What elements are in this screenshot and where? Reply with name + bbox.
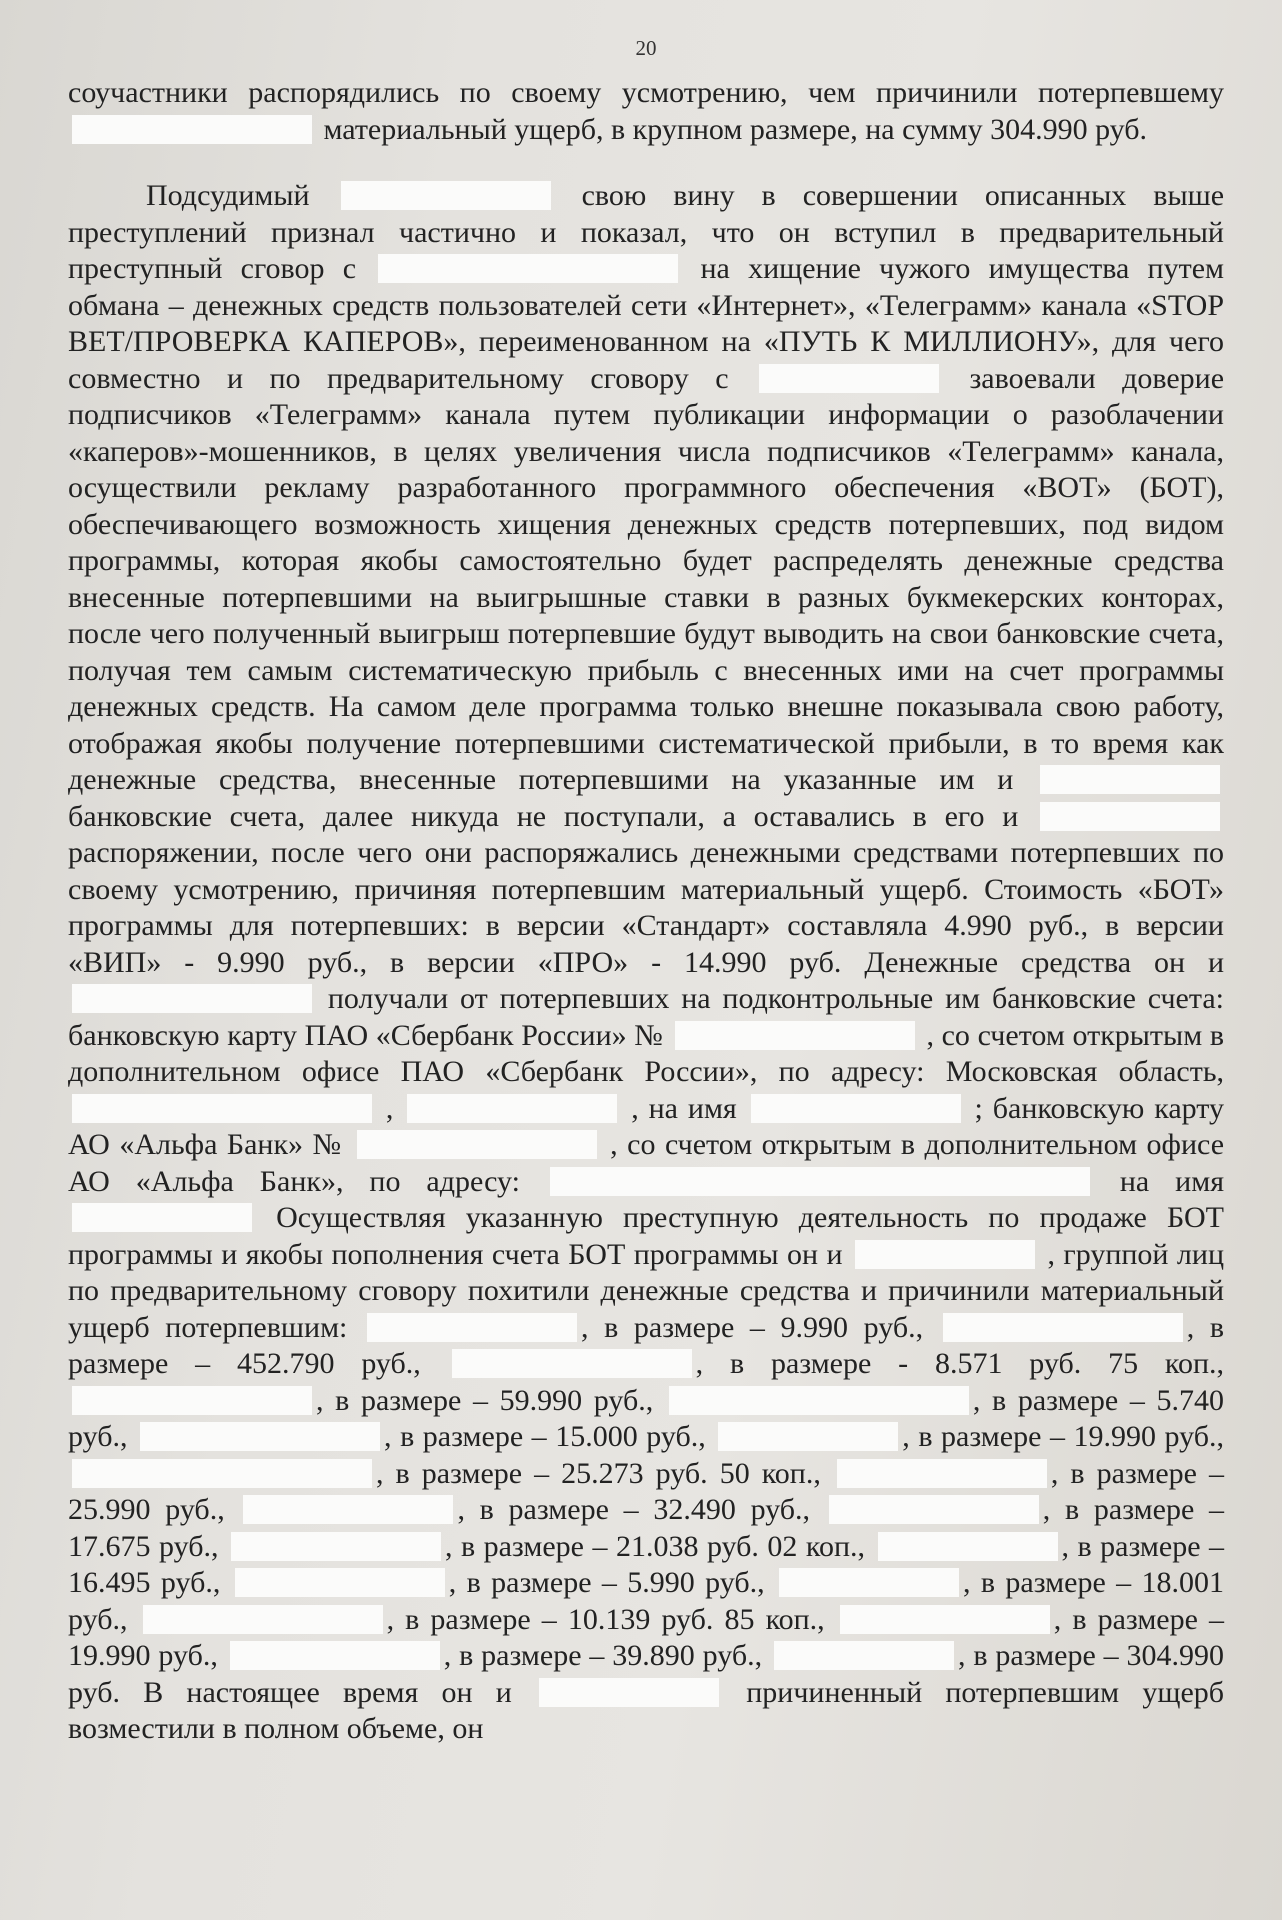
- redaction: [341, 181, 551, 210]
- damage-entry: , в размере – 19.990 руб.,: [902, 1420, 1225, 1453]
- damage-entry: , в размере – 452.790 руб.,: [68, 1310, 1225, 1380]
- text-segment: ,: [385, 1091, 394, 1125]
- redaction: [550, 1167, 1090, 1196]
- redaction: [751, 1094, 961, 1123]
- damage-entry: , в размере – 19.990 руб.,: [68, 1602, 1225, 1672]
- damage-entry: , в размере - 8.571 руб. 75 коп.,: [695, 1347, 1224, 1380]
- redaction: [407, 1094, 617, 1123]
- paragraph-1-text-a: соучастники распорядились по своему усмотрению, чем причинили потерпевшему: [68, 76, 1224, 109]
- damage-entry: , в размере – 304.990 руб.: [68, 1639, 1225, 1709]
- redaction: [837, 1459, 1047, 1488]
- redaction: [840, 1605, 1050, 1634]
- text-segment: распоряжении, после чего они распоряжались денежными средствами потерпевших по своему усмотрению, причиняя потерпевшим материальный ущерб. Стоимость «БОТ» программы для потерпевших: в версии «Стандарт» составляла 4.990 руб., в версии «ВИП» - 9.990 руб., в версии «ПРО» - 14.990 руб. Денежные средства он и: [68, 836, 1224, 979]
- damage-entry: , в размере – 9.990 руб.,: [581, 1310, 924, 1344]
- redaction: [878, 1532, 1058, 1561]
- redaction: [452, 1349, 692, 1378]
- text-segment: , группой лиц по предварительному сговору похитили денежные средства и причинили материальный ущерб потерпевшим:: [68, 1237, 1225, 1344]
- text-segment: Осуществляя указанную преступную деятельность по продаже БОТ программы и якобы пополнения счета БОТ программы он и: [68, 1201, 1225, 1271]
- redaction: [855, 1240, 1035, 1269]
- redaction: [774, 1641, 954, 1670]
- redaction: [669, 1386, 969, 1415]
- damage-entry: , в размере – 32.490 руб.,: [457, 1493, 811, 1526]
- text-segment: , со счетом открытым в дополнительном офисе ПАО «Сбербанк России», по адресу: Московская область,: [68, 1018, 1225, 1088]
- damage-entry: , в размере – 5.990 руб.,: [448, 1566, 765, 1599]
- damage-entry: , в размере – 15.000 руб.,: [384, 1420, 706, 1453]
- paragraph-2: [68, 178, 1224, 1748]
- redaction: [72, 1459, 372, 1488]
- damage-entry: , в размере – 21.038 руб. 02 коп.,: [444, 1529, 866, 1563]
- paragraph-1-text-b: материальный ущерб, в крупном размере, на сумму 304.990 руб.: [323, 112, 1148, 146]
- redaction: [779, 1568, 959, 1597]
- redaction: [143, 1605, 383, 1634]
- redaction: [235, 1568, 445, 1597]
- redaction: [1040, 802, 1220, 831]
- redaction: [378, 254, 678, 283]
- redaction: [943, 1313, 1183, 1342]
- page-number: 20: [635, 36, 657, 60]
- text-segment: на хищение чужого имущества путем обмана – денежных средств пользователей сети «Интернет», «Телеграмм» канала «STOP ВЕТ/ПРОВЕРКА КАПЕРОВ», переименованном на «ПУТЬ К МИЛЛИОНУ», для чего совместно и по предварительному сговору с: [68, 252, 1225, 395]
- redaction: [72, 1203, 252, 1232]
- text-segment: завоевали доверие подписчиков «Телеграмм» канала путем публикации информации о разоблачении «каперов»-мошенников, в целях увеличения числа подписчиков «Телеграмм» канала, осуществили рекламу разработанного программного обеспечения «ВОТ» (БОТ), обеспечивающего возможность хищения денежных средств потерпевших, под видом программы, которая якобы самостоятельно будет распределять денежные средства внесенные потерпевшими на выигрышные ставки в разных букмекерских конторах, после чего полученный выигрыш потерпевшие будут выводить на свои банковские счета, получая тем самым систематическую прибыль с внесенных ими на счет программы денежных средств. На самом деле программа только внешне показывала свою работу, отображая якобы получение потерпевшими систематической прибыли, в то время как денежные средства, внесенные потерпевшими на указанные им и: [68, 361, 1225, 796]
- redaction: [675, 1021, 915, 1050]
- redaction: [231, 1532, 441, 1561]
- text-segment: свою вину в совершении описанных выше преступлений признал частично и показал, что он вступил в предварительный преступный сговор с: [68, 179, 1225, 285]
- damage-entry: , в размере – 18.001 руб.,: [68, 1566, 1225, 1636]
- text-segment: , со счетом открытым в дополнительном офисе АО «Альфа Банк», по адресу:: [68, 1128, 1225, 1198]
- redaction: [367, 1313, 577, 1342]
- text-segment: причиненный потерпевшим ущерб возместили в полном объеме, он: [68, 1675, 1225, 1745]
- damage-entry: , в размере – 10.139 руб. 85 коп.,: [386, 1602, 825, 1636]
- text-segment: банковские счета, далее никуда не поступали, а оставались в его и: [68, 799, 1019, 833]
- text-segment: на имя: [1119, 1164, 1225, 1198]
- redaction: [357, 1130, 597, 1159]
- damage-entry: , в размере – 25.990 руб.,: [68, 1456, 1225, 1526]
- paragraph-1: [68, 75, 1224, 148]
- redaction: [718, 1422, 898, 1451]
- redaction: [1040, 765, 1220, 794]
- text-segment: В настоящее время он и: [143, 1675, 512, 1709]
- damage-entry: , в размере – 39.890 руб.,: [443, 1639, 763, 1672]
- redaction: [230, 1641, 440, 1670]
- text-segment: Подсудимый: [146, 179, 310, 212]
- damage-entry: , в размере – 5.740 руб.,: [68, 1383, 1224, 1453]
- damage-entry: , в размере – 17.675 руб.,: [68, 1493, 1224, 1563]
- redaction: [759, 364, 939, 393]
- redaction: [539, 1678, 719, 1707]
- text-segment: получали от потерпевших на подконтрольные им банковские счета: банковскую карту ПАО «Сбербанк России» №: [68, 982, 1225, 1052]
- damage-entry: , в размере – 25.273 руб. 50 коп.,: [376, 1456, 821, 1490]
- text-segment: ; банковскую карту АО «Альфа Банк» №: [68, 1091, 1224, 1161]
- redaction: [243, 1495, 453, 1524]
- redaction: [72, 1386, 312, 1415]
- redaction: [140, 1422, 380, 1451]
- damage-entry: , в размере – 16.495 руб.,: [68, 1529, 1225, 1599]
- damage-entry: , в размере – 59.990 руб.,: [316, 1383, 654, 1417]
- redaction: [72, 115, 312, 144]
- redaction: [72, 1094, 372, 1123]
- text-segment: , на имя: [631, 1091, 737, 1125]
- redaction: [72, 984, 312, 1013]
- redaction: [829, 1495, 1039, 1524]
